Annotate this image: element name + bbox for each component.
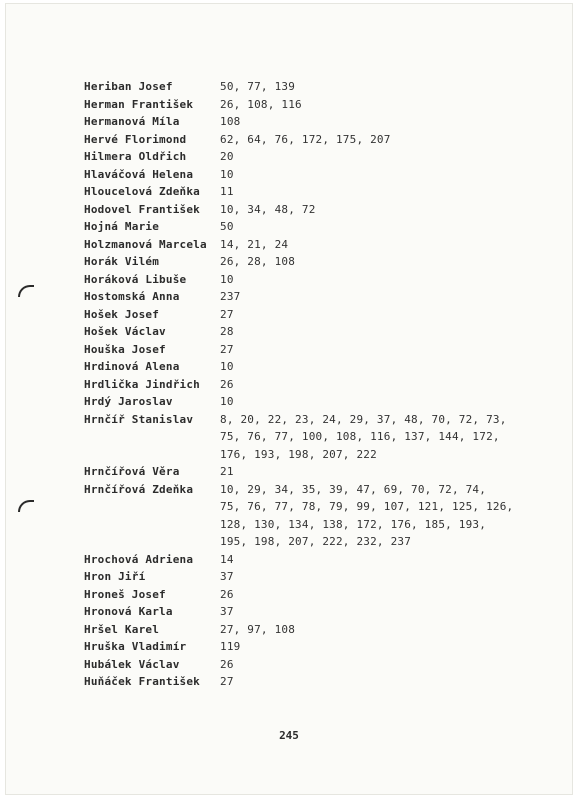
entry-name: Hruška Vladimír: [84, 640, 187, 653]
entry-name: Hrnčířová Věra: [84, 465, 180, 478]
entry-pages: 237: [220, 290, 241, 303]
entry-pages: 10: [220, 167, 234, 181]
entry-name: Houška Josef: [84, 342, 166, 356]
entry-name: Hršel Karel: [84, 622, 160, 636]
entry-name: Hodovel František: [84, 202, 200, 216]
entry-name: Hron Jiří: [84, 570, 146, 583]
entry-pages: 8, 20, 22, 23, 24, 29, 37, 48, 70, 72, 73, 75, 76, 77, 100, 108, 116, 137, 144, 172, 176, 193, 198, 207, 222: [220, 412, 507, 461]
entry-pages: 10: [220, 395, 234, 408]
entry-name: Huňáček František: [84, 675, 200, 688]
entry-name: Hroneš Josef: [84, 587, 166, 601]
index-entry: [84, 78, 524, 96]
index-entry: [84, 96, 524, 114]
entry-name: Hronová Karla: [84, 605, 173, 618]
entry-name: Hermanová Míla: [84, 115, 180, 128]
entry-pages: 10: [220, 272, 234, 286]
entry-name: Horák Vilém: [84, 255, 160, 268]
index-entry: [84, 113, 524, 131]
entry-pages: 10: [220, 360, 234, 373]
entry-name: Hilmera Oldřich: [84, 150, 187, 163]
index-entry: [84, 271, 524, 289]
entry-pages: 27: [220, 342, 234, 356]
index-entry: [84, 551, 524, 569]
entry-pages: 50, 77, 139: [220, 80, 296, 93]
entry-name: Hloucelová Zdeňka: [84, 185, 200, 198]
entry-name: Hrochová Adriena: [84, 552, 194, 566]
entry-name: Herman František: [84, 97, 194, 111]
index-entry: [84, 376, 524, 394]
entry-pages: 26: [220, 377, 234, 391]
entry-pages: 28: [220, 325, 234, 338]
index-entry: [84, 306, 524, 324]
entry-name: Holzmanová Marcela: [84, 237, 207, 251]
entry-pages: 21: [220, 465, 234, 478]
punch-hole-mark: [18, 500, 34, 512]
entry-pages: 14: [220, 552, 234, 566]
index-entry: [84, 323, 524, 341]
index-entry: [84, 638, 524, 656]
entry-pages: 26: [220, 657, 234, 671]
entry-name: Hrdinová Alena: [84, 360, 180, 373]
index-entry: [84, 218, 524, 236]
entry-pages: 119: [220, 640, 241, 653]
entry-name: Hošek Josef: [84, 307, 160, 321]
entry-pages: 27: [220, 675, 234, 688]
entry-pages: 11: [220, 185, 234, 198]
index-entry: [84, 463, 524, 481]
entry-name: Hošek Václav: [84, 325, 166, 338]
index-entry: [84, 166, 524, 184]
entry-name: Hrnčířová Zdeňka: [84, 482, 194, 496]
document-page: [6, 4, 572, 794]
entry-name: Hojná Marie: [84, 220, 160, 233]
index-entry: [84, 201, 524, 219]
entry-name: Hostomská Anna: [84, 290, 180, 303]
entry-pages: 10, 29, 34, 35, 39, 47, 69, 70, 72, 74, 75, 76, 77, 78, 79, 99, 107, 121, 125, 126, 128, 130, 134, 138, 172, 176, 185, 193, 195, 198, 207, 222, 232, 237: [220, 482, 514, 548]
index-entry: [84, 673, 524, 691]
entry-pages: 27, 97, 108: [220, 622, 296, 636]
entry-pages: 20: [220, 150, 234, 163]
index-entry: [84, 393, 524, 411]
index-entry: [84, 603, 524, 621]
index-entry: [84, 341, 524, 359]
entry-pages: 26, 108, 116: [220, 97, 302, 111]
index-entry: [84, 183, 524, 201]
index-entry: [84, 236, 524, 254]
index-entry: [84, 148, 524, 166]
index-entry: [84, 586, 524, 604]
entry-pages: 62, 64, 76, 172, 175, 207: [220, 132, 391, 146]
entry-pages: 26, 28, 108: [220, 255, 296, 268]
entry-name: Hrnčíř Stanislav: [84, 412, 194, 426]
entry-name: Heriban Josef: [84, 80, 173, 93]
index-entry: [84, 621, 524, 639]
entry-pages: 14, 21, 24: [220, 237, 289, 251]
index-entry: [84, 253, 524, 271]
name-index-list: [84, 78, 524, 691]
index-entry: [84, 288, 524, 306]
entry-name: Horáková Libuše: [84, 272, 187, 286]
entry-name: Hlaváčová Helena: [84, 167, 194, 181]
entry-pages: 26: [220, 587, 234, 601]
punch-hole-mark: [18, 285, 34, 297]
page-number: 245: [279, 729, 299, 742]
entry-name: Hervé Florimond: [84, 132, 187, 146]
index-entry: [84, 568, 524, 586]
entry-pages: 108: [220, 115, 241, 128]
entry-name: Hrdlička Jindřich: [84, 377, 200, 391]
entry-pages: 10, 34, 48, 72: [220, 202, 316, 216]
entry-name: Hubálek Václav: [84, 657, 180, 671]
entry-pages: 37: [220, 570, 234, 583]
entry-pages: 50: [220, 220, 234, 233]
index-entry: [84, 131, 524, 149]
entry-pages: 27: [220, 307, 234, 321]
index-entry: [84, 411, 524, 464]
index-entry: [84, 481, 524, 551]
entry-name: Hrdý Jaroslav: [84, 395, 173, 408]
entry-pages: 37: [220, 605, 234, 618]
index-entry: [84, 656, 524, 674]
index-entry: [84, 358, 524, 376]
